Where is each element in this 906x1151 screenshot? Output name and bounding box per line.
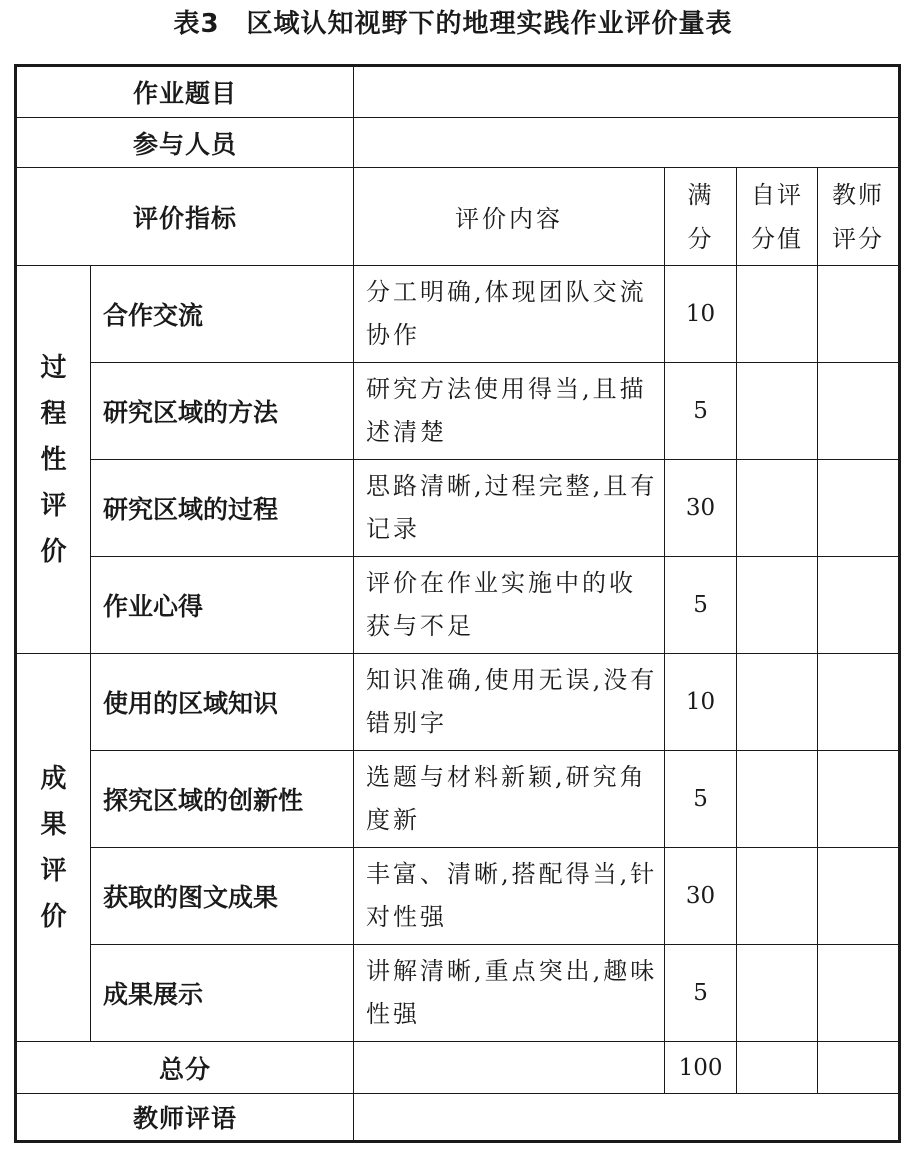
assignment-title-value[interactable] <box>354 66 900 118</box>
teacher-comment-label: 教师评语 <box>16 1094 354 1142</box>
criterion-cell: 使用的区域知识 <box>91 654 354 751</box>
teacher-score-cell[interactable] <box>818 848 900 945</box>
criterion-cell: 研究区域的方法 <box>91 363 354 460</box>
participants-label: 参与人员 <box>16 118 354 168</box>
self-score-cell[interactable] <box>737 751 818 848</box>
full-score-cell: 5 <box>665 363 737 460</box>
table-row <box>16 118 900 168</box>
full-score-cell: 5 <box>665 751 737 848</box>
table-row <box>16 654 900 751</box>
teacher-score-cell[interactable] <box>818 945 900 1042</box>
total-score: 100 <box>665 1042 737 1094</box>
criterion-cell: 获取的图文成果 <box>91 848 354 945</box>
content-cell: 讲解清晰,重点突出,趣味性强 <box>354 945 665 1042</box>
self-score-cell[interactable] <box>737 557 818 654</box>
full-score-cell: 5 <box>665 945 737 1042</box>
section-process-evaluation: 过 程 性 评 价 <box>16 266 91 654</box>
full-score-cell: 5 <box>665 557 737 654</box>
table-row <box>16 66 900 118</box>
header-row <box>16 168 900 266</box>
content-cell: 选题与材料新颖,研究角度新 <box>354 751 665 848</box>
criterion-cell: 研究区域的过程 <box>91 460 354 557</box>
self-score-cell[interactable] <box>737 848 818 945</box>
teacher-comment-value[interactable] <box>354 1094 900 1142</box>
teacher-score-cell[interactable] <box>818 751 900 848</box>
total-content-cell <box>354 1042 665 1094</box>
content-cell: 丰富、清晰,搭配得当,针对性强 <box>354 848 665 945</box>
table-row <box>16 557 900 654</box>
self-score-cell[interactable] <box>737 945 818 1042</box>
table-row <box>16 460 900 557</box>
table-row <box>16 751 900 848</box>
participants-value[interactable] <box>354 118 900 168</box>
criterion-cell: 探究区域的创新性 <box>91 751 354 848</box>
teacher-score-cell[interactable] <box>818 363 900 460</box>
self-score-header: 自评 分值 <box>737 168 818 266</box>
assignment-title-label: 作业题目 <box>16 66 354 118</box>
teacher-score-cell[interactable] <box>818 460 900 557</box>
evaluation-table <box>14 64 901 1143</box>
content-cell: 研究方法使用得当,且描述清楚 <box>354 363 665 460</box>
full-score-cell: 10 <box>665 266 737 363</box>
teacher-score-cell[interactable] <box>818 266 900 363</box>
content-cell: 思路清晰,过程完整,且有记录 <box>354 460 665 557</box>
full-score-cell: 10 <box>665 654 737 751</box>
criterion-cell: 成果展示 <box>91 945 354 1042</box>
self-score-cell[interactable] <box>737 363 818 460</box>
self-score-cell[interactable] <box>737 654 818 751</box>
criterion-cell: 作业心得 <box>91 557 354 654</box>
content-cell: 评价在作业实施中的收获与不足 <box>354 557 665 654</box>
total-self-score-cell[interactable] <box>737 1042 818 1094</box>
criteria-header: 评价指标 <box>16 168 354 266</box>
self-score-cell[interactable] <box>737 460 818 557</box>
table-row <box>16 848 900 945</box>
self-score-cell[interactable] <box>737 266 818 363</box>
table-row <box>16 945 900 1042</box>
teacher-score-header: 教师 评分 <box>818 168 900 266</box>
table-row <box>16 266 900 363</box>
total-teacher-score-cell[interactable] <box>818 1042 900 1094</box>
table-caption: 表3 区域认知视野下的地理实践作业评价量表 <box>173 9 733 39</box>
table-row <box>16 363 900 460</box>
content-cell: 知识准确,使用无误,没有错别字 <box>354 654 665 751</box>
section-outcome-evaluation: 成 果 评 价 <box>16 654 91 1042</box>
full-score-cell: 30 <box>665 848 737 945</box>
total-row <box>16 1042 900 1094</box>
content-header: 评价内容 <box>354 168 665 266</box>
comment-row <box>16 1094 900 1142</box>
full-score-cell: 30 <box>665 460 737 557</box>
full-score-header: 满 分 <box>665 168 737 266</box>
teacher-score-cell[interactable] <box>818 557 900 654</box>
teacher-score-cell[interactable] <box>818 654 900 751</box>
criterion-cell: 合作交流 <box>91 266 354 363</box>
total-label: 总分 <box>16 1042 354 1094</box>
content-cell: 分工明确,体现团队交流协作 <box>354 266 665 363</box>
